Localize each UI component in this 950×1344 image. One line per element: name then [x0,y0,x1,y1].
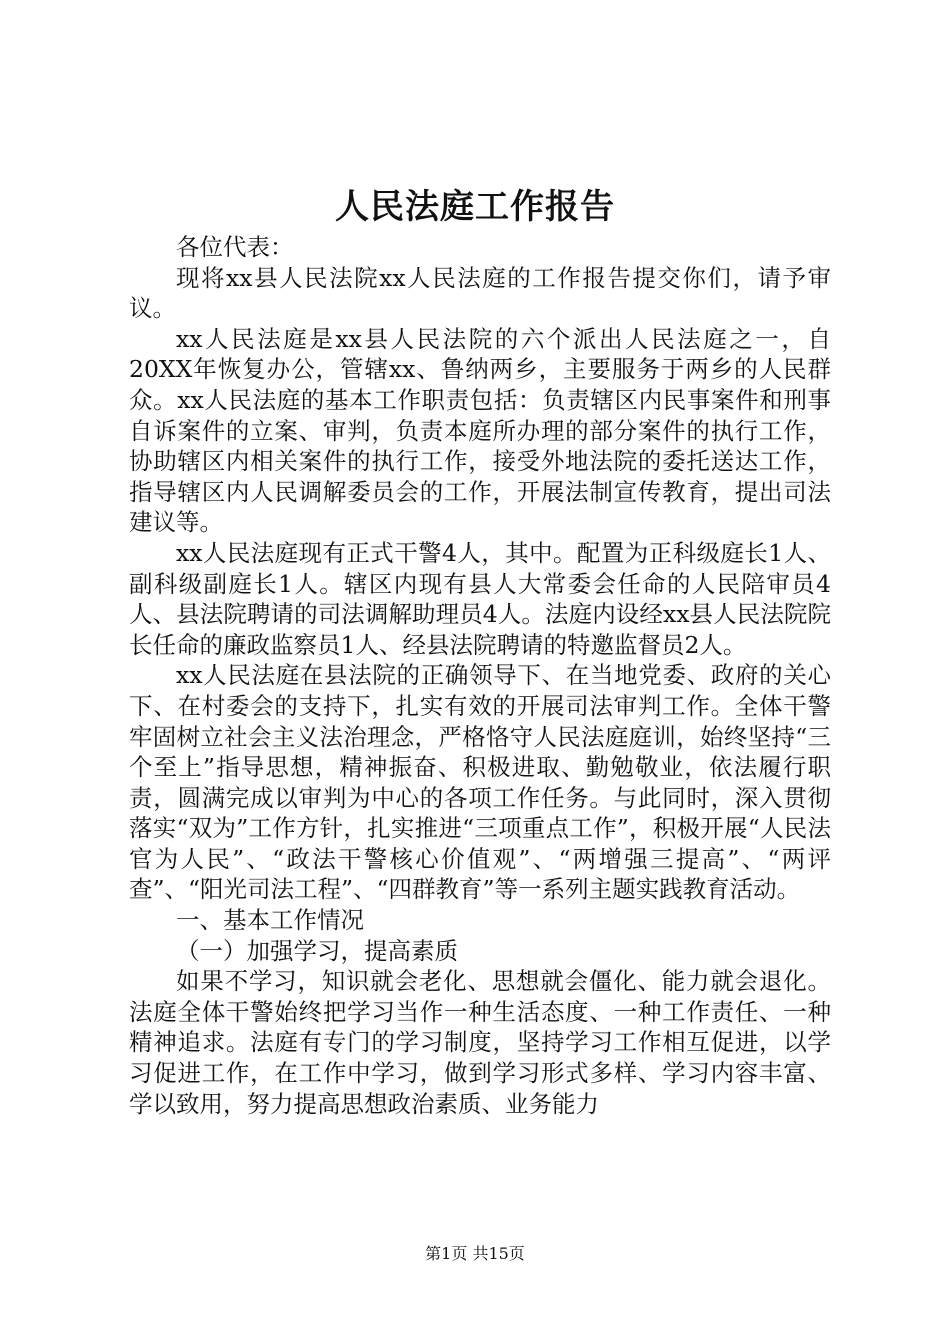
page-title: 人民法庭工作报告 [335,187,615,227]
subsection-heading: （一）加强学习，提高素质 [176,936,458,965]
paragraph-court-overview: xx人民法庭是xx县人民法院的六个派出人民法庭之一，自20XX年恢复办公，管辖xx、鲁纳两乡，主要服务于两乡的人民群众。xx人民法庭的基本工作职责包括：负责辖区内民事案件和刑事自诉案件的立案、审判，负责本庭所办理的部分案件的执行工作，协助辖区内相关案件的执行工作，接受外地法院的委托送达工作，指导辖区内人民调解委员会的工作，开展法制宣传教育，提出司法建议等。 [129,324,831,537]
paragraph-work-summary: xx人民法庭在县法院的正确领导下、在当地党委、政府的关心下、在村委会的支持下，扎实有效的开展司法审判工作。全体干警牢固树立社会主义法治理念，严格恪守人民法庭庭训，始终坚持“三个至上”指导思想，精神振奋、积极进取、勤勉敬业，依法履行职责，圆满完成以审判为中心的各项工作任务。与此同时，深入贯彻落实“双为”工作方针，扎实推进“三项重点工作”，积极开展“人民法官为人民”、“政法干警核心价值观”、“两增强三提高”、“两评查”、“阳光司法工程”、“四群教育”等一系列主题实践教育活动。 [129,661,831,904]
paragraph-intro: 现将xx县人民法院xx人民法庭的工作报告提交你们，请予审议。 [129,263,831,323]
section-heading: 一、基本工作情况 [176,906,364,935]
salutation: 各位代表： [176,233,294,261]
paragraph-staffing: xx人民法庭现有正式干警4人，其中。配置为正科级庭长1人、副科级副庭长1人。辖区内现有县人大常委会任命的人民陪审员4人、县法院聘请的司法调解助理员4人。法庭内设经xx县人民法院院长任命的廉政监察员1人、经县法院聘请的特邀监督员2人。 [129,538,831,659]
document-body [129,232,831,1119]
page-footer: 第1页 共15页 [425,1244,525,1263]
paragraph-learning: 如果不学习，知识就会老化、思想就会僵化、能力就会退化。法庭全体干警始终把学习当作一种生活态度、一种工作责任、一种精神追求。法庭有专门的学习制度，坚持学习工作相互促进，以学习促进工作，在工作中学习，做到学习形式多样、学习内容丰富、学以致用，努力提高思想政治素质、业务能力 [129,967,831,1118]
